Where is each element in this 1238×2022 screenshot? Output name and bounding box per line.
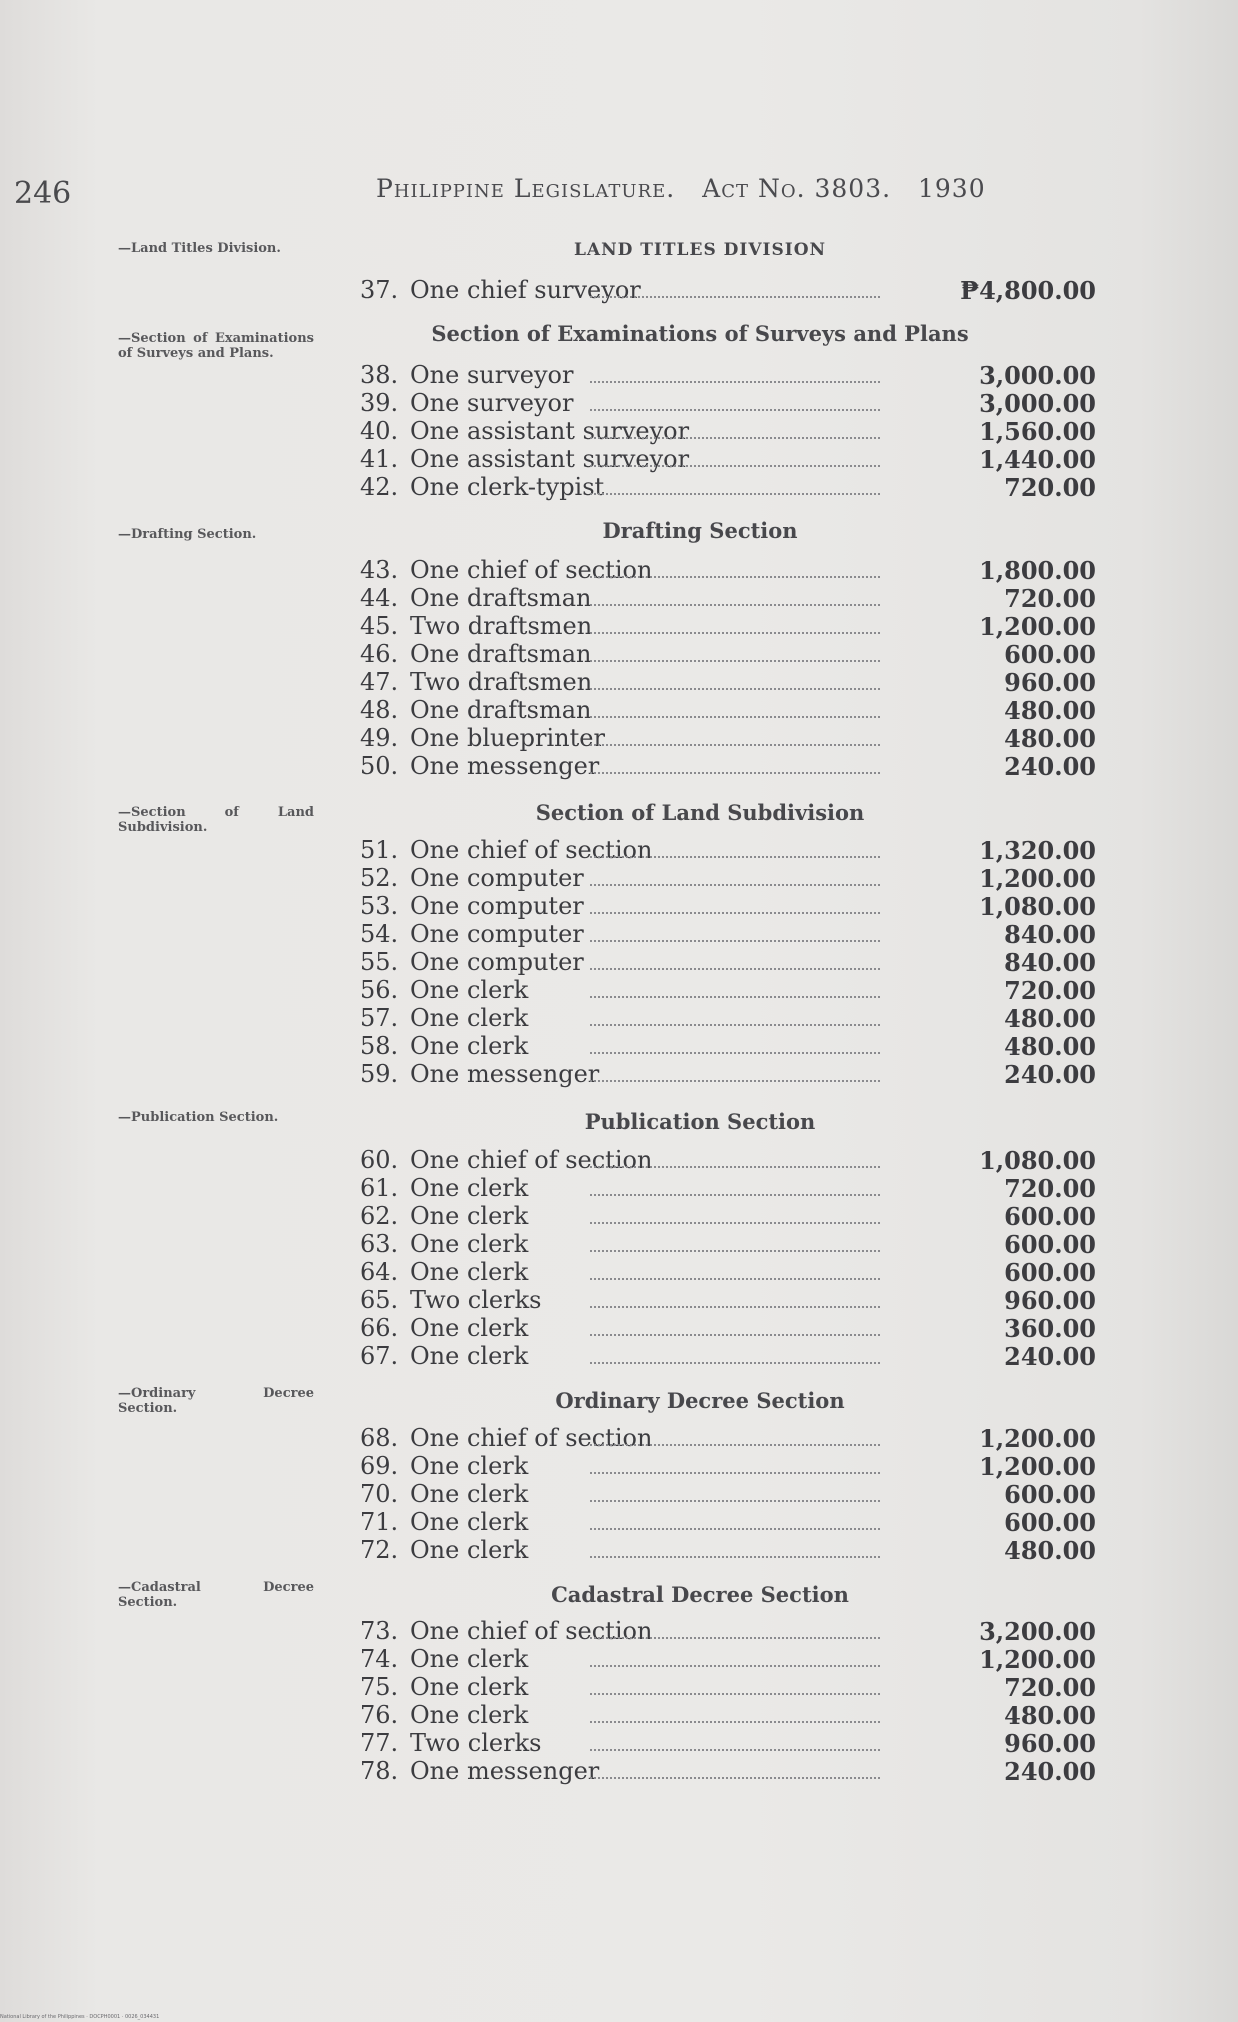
item-description: Two clerks <box>410 1729 542 1757</box>
item-number: 69. <box>360 1452 399 1480</box>
item-amount: 240.00 <box>1004 752 1096 781</box>
dot-leader <box>590 1334 880 1336</box>
item-description: One clerk <box>410 1508 529 1536</box>
item-description: One draftsman <box>410 584 592 612</box>
dot-leader <box>590 1278 880 1280</box>
item-number: 60. <box>360 1146 399 1174</box>
item-description: One chief of section <box>410 836 653 864</box>
item-amount: 1,200.00 <box>979 1645 1096 1674</box>
item-amount: ₱4,800.00 <box>960 276 1096 305</box>
item-description: One chief of section <box>410 1146 653 1174</box>
sidenote-land-subdivision-section: —Section of Land Subdivision. <box>118 805 314 835</box>
item-number: 74. <box>360 1645 399 1673</box>
item-description: Two draftsmen <box>410 668 593 696</box>
item-description: One clerk <box>410 976 529 1004</box>
item-number: 55. <box>360 948 399 976</box>
item-number: 71. <box>360 1508 399 1536</box>
item-description: One clerk-typist <box>410 473 605 501</box>
item-amount: 960.00 <box>1004 668 1096 697</box>
item-number: 51. <box>360 836 399 864</box>
list-item <box>360 836 1096 864</box>
list-item <box>360 1424 1096 1452</box>
item-number: 62. <box>360 1202 399 1230</box>
heading-publication-section: Publication Section <box>584 1109 816 1134</box>
page-number: 246 <box>14 176 72 211</box>
heading-drafting-section: Drafting Section <box>602 518 798 543</box>
item-description: One chief of section <box>410 1617 653 1645</box>
dot-leader <box>590 409 880 411</box>
sidenote-land-titles-division: —Land Titles Division. <box>118 241 281 256</box>
list-item <box>360 612 1096 640</box>
item-number: 64. <box>360 1258 399 1286</box>
dot-leader <box>590 1665 880 1667</box>
item-number: 75. <box>360 1673 399 1701</box>
item-description: One computer <box>410 892 584 920</box>
dot-leader <box>590 940 880 942</box>
dot-leader <box>590 884 880 886</box>
dot-leader <box>590 996 880 998</box>
list-item <box>360 696 1096 724</box>
item-amount: 600.00 <box>1004 1230 1096 1259</box>
dot-leader <box>590 1721 880 1723</box>
item-amount: 720.00 <box>1004 473 1096 502</box>
item-description: One computer <box>410 864 584 892</box>
item-amount: 960.00 <box>1004 1729 1096 1758</box>
heading-land-titles-division: LAND TITLES DIVISION <box>573 240 827 260</box>
item-number: 42. <box>360 473 399 501</box>
item-number: 70. <box>360 1480 399 1508</box>
dot-leader <box>590 1222 880 1224</box>
dot-leader <box>590 1052 880 1054</box>
item-number: 41. <box>360 445 399 473</box>
list-item <box>360 1258 1096 1286</box>
item-number: 48. <box>360 696 399 724</box>
dot-leader <box>590 772 880 774</box>
item-description: One clerk <box>410 1258 529 1286</box>
item-number: 66. <box>360 1314 399 1342</box>
dot-leader <box>590 1080 880 1082</box>
item-amount: 240.00 <box>1004 1757 1096 1786</box>
item-amount: 480.00 <box>1004 1536 1096 1565</box>
list-item <box>360 948 1096 976</box>
sidenote-publication-section: —Publication Section. <box>118 1110 279 1125</box>
item-amount: 1,440.00 <box>979 445 1096 474</box>
item-description: One clerk <box>410 1452 529 1480</box>
dot-leader <box>590 576 880 578</box>
list-item <box>360 1174 1096 1202</box>
item-number: 65. <box>360 1286 399 1314</box>
item-number: 38. <box>360 361 399 389</box>
list-item <box>360 1230 1096 1258</box>
list-item <box>360 1480 1096 1508</box>
list-item <box>360 1452 1096 1480</box>
item-number: 56. <box>360 976 399 1004</box>
list-item <box>360 445 1096 473</box>
item-number: 78. <box>360 1757 399 1785</box>
list-item <box>360 584 1096 612</box>
item-description: One clerk <box>410 1480 529 1508</box>
list-item <box>360 752 1096 780</box>
item-description: One clerk <box>410 1004 529 1032</box>
item-description: One assistant surveyor <box>410 445 690 473</box>
dot-leader <box>590 604 880 606</box>
list-item <box>360 892 1096 920</box>
list-item <box>360 389 1096 417</box>
item-description: Two clerks <box>410 1286 542 1314</box>
list-item <box>360 1060 1096 1088</box>
item-amount: 240.00 <box>1004 1342 1096 1371</box>
dot-leader <box>590 1693 880 1695</box>
running-head <box>376 174 1004 203</box>
item-description: One messenger <box>410 752 600 780</box>
list-item <box>360 417 1096 445</box>
item-description: One clerk <box>410 1701 529 1729</box>
item-description: One assistant surveyor <box>410 417 690 445</box>
item-amount: 600.00 <box>1004 1480 1096 1509</box>
item-number: 59. <box>360 1060 399 1088</box>
item-number: 45. <box>360 612 399 640</box>
item-number: 54. <box>360 920 399 948</box>
item-amount: 840.00 <box>1004 948 1096 977</box>
item-description: One clerk <box>410 1645 529 1673</box>
running-head-year: 1930 <box>918 174 986 203</box>
item-number: 47. <box>360 668 399 696</box>
dot-leader <box>590 716 880 718</box>
item-description: One messenger <box>410 1757 600 1785</box>
item-amount: 1,200.00 <box>979 1424 1096 1453</box>
item-number: 46. <box>360 640 399 668</box>
item-number: 37. <box>360 276 399 304</box>
item-number: 67. <box>360 1342 399 1370</box>
dot-leader <box>590 1194 880 1196</box>
item-amount: 360.00 <box>1004 1314 1096 1343</box>
dot-leader <box>590 1777 880 1779</box>
item-description: One clerk <box>410 1314 529 1342</box>
heading-ordinary-decree-section: Ordinary Decree Section <box>555 1388 845 1413</box>
list-item <box>360 724 1096 752</box>
item-description: One draftsman <box>410 696 592 724</box>
list-item <box>360 864 1096 892</box>
item-description: One draftsman <box>410 640 592 668</box>
item-description: One clerk <box>410 1230 529 1258</box>
list-item <box>360 1673 1096 1701</box>
item-amount: 3,200.00 <box>979 1617 1096 1646</box>
heading-land-subdivision-section: Section of Land Subdivision <box>535 800 865 825</box>
item-number: 57. <box>360 1004 399 1032</box>
item-description: One chief surveyor <box>410 276 641 304</box>
item-amount: 840.00 <box>1004 920 1096 949</box>
list-item <box>360 1645 1096 1673</box>
footer-credit: National Library of the Philippines · DOCPH0001 · 0026_034431 <box>0 2014 160 2020</box>
item-amount: 720.00 <box>1004 1673 1096 1702</box>
list-item <box>360 1701 1096 1729</box>
dot-leader <box>590 493 880 495</box>
item-description: One clerk <box>410 1673 529 1701</box>
dot-leader <box>590 856 880 858</box>
item-description: One computer <box>410 948 584 976</box>
item-number: 61. <box>360 1174 399 1202</box>
dot-leader <box>590 296 880 298</box>
item-number: 50. <box>360 752 399 780</box>
item-amount: 600.00 <box>1004 640 1096 669</box>
list-item <box>360 1314 1096 1342</box>
list-item <box>360 1286 1096 1314</box>
item-number: 77. <box>360 1729 399 1757</box>
item-number: 68. <box>360 1424 399 1452</box>
sidenote-examinations-section: —Section of Examinations of Surveys and Plans. <box>118 331 314 361</box>
running-head-title: Philippine Legislature. <box>376 174 676 203</box>
item-number: 58. <box>360 1032 399 1060</box>
list-item <box>360 1032 1096 1060</box>
item-amount: 720.00 <box>1004 1174 1096 1203</box>
dot-leader <box>590 1362 880 1364</box>
sidenote-ordinary-decree-section: —Ordinary Decree Section. <box>118 1386 314 1416</box>
item-number: 44. <box>360 584 399 612</box>
item-description: One clerk <box>410 1202 529 1230</box>
dot-leader <box>590 1444 880 1446</box>
item-number: 43. <box>360 556 399 584</box>
item-number: 73. <box>360 1617 399 1645</box>
list-item <box>360 276 1096 304</box>
item-amount: 480.00 <box>1004 1032 1096 1061</box>
item-description: One blueprinter <box>410 724 605 752</box>
item-amount: 960.00 <box>1004 1286 1096 1315</box>
item-amount: 600.00 <box>1004 1508 1096 1537</box>
item-amount: 600.00 <box>1004 1258 1096 1287</box>
item-number: 52. <box>360 864 399 892</box>
item-number: 40. <box>360 417 399 445</box>
item-description: One chief of section <box>410 1424 653 1452</box>
item-number: 49. <box>360 724 399 752</box>
item-amount: 720.00 <box>1004 976 1096 1005</box>
item-amount: 480.00 <box>1004 696 1096 725</box>
list-item <box>360 1536 1096 1564</box>
item-description: One chief of section <box>410 556 653 584</box>
item-description: One computer <box>410 920 584 948</box>
item-description: One clerk <box>410 1032 529 1060</box>
list-item <box>360 920 1096 948</box>
dot-leader <box>590 744 880 746</box>
heading-examinations-section: Section of Examinations of Surveys and Plans <box>431 321 969 346</box>
list-item <box>360 668 1096 696</box>
running-head-act: Act No. 3803. <box>702 174 892 203</box>
heading-cadastral-decree-section: Cadastral Decree Section <box>551 1582 849 1607</box>
dot-leader <box>590 1024 880 1026</box>
dot-leader <box>590 968 880 970</box>
list-item <box>360 1617 1096 1645</box>
item-amount: 3,000.00 <box>979 389 1096 418</box>
item-amount: 3,000.00 <box>979 361 1096 390</box>
list-item <box>360 556 1096 584</box>
list-item <box>360 361 1096 389</box>
dot-leader <box>590 1556 880 1558</box>
item-description: One clerk <box>410 1174 529 1202</box>
dot-leader <box>590 1166 880 1168</box>
dot-leader <box>590 1306 880 1308</box>
item-amount: 1,560.00 <box>979 417 1096 446</box>
dot-leader <box>590 1500 880 1502</box>
item-amount: 1,800.00 <box>979 556 1096 585</box>
list-item <box>360 976 1096 1004</box>
list-item <box>360 1757 1096 1785</box>
sidenote-drafting-section: —Drafting Section. <box>118 527 257 542</box>
dot-leader <box>590 1250 880 1252</box>
item-description: One clerk <box>410 1536 529 1564</box>
item-amount: 600.00 <box>1004 1202 1096 1231</box>
item-number: 76. <box>360 1701 399 1729</box>
dot-leader <box>590 1637 880 1639</box>
item-amount: 1,200.00 <box>979 612 1096 641</box>
item-number: 63. <box>360 1230 399 1258</box>
item-amount: 480.00 <box>1004 1004 1096 1033</box>
dot-leader <box>590 437 880 439</box>
item-amount: 1,080.00 <box>979 1146 1096 1175</box>
dot-leader <box>590 912 880 914</box>
dot-leader <box>590 1749 880 1751</box>
list-item <box>360 1508 1096 1536</box>
sidenote-cadastral-decree-section: —Cadastral Decree Section. <box>118 1580 314 1610</box>
dot-leader <box>590 688 880 690</box>
list-item <box>360 1146 1096 1174</box>
item-amount: 480.00 <box>1004 724 1096 753</box>
item-amount: 1,320.00 <box>979 836 1096 865</box>
list-item <box>360 1004 1096 1032</box>
item-amount: 1,200.00 <box>979 1452 1096 1481</box>
item-amount: 480.00 <box>1004 1701 1096 1730</box>
item-number: 39. <box>360 389 399 417</box>
list-item <box>360 473 1096 501</box>
dot-leader <box>590 465 880 467</box>
dot-leader <box>590 660 880 662</box>
item-number: 72. <box>360 1536 399 1564</box>
dot-leader <box>590 1472 880 1474</box>
dot-leader <box>590 1528 880 1530</box>
list-item <box>360 640 1096 668</box>
item-description: One clerk <box>410 1342 529 1370</box>
item-description: One messenger <box>410 1060 600 1088</box>
list-item <box>360 1342 1096 1370</box>
item-description: Two draftsmen <box>410 612 593 640</box>
item-description: One surveyor <box>410 389 574 417</box>
dot-leader <box>590 632 880 634</box>
list-item <box>360 1202 1096 1230</box>
item-number: 53. <box>360 892 399 920</box>
list-item <box>360 1729 1096 1757</box>
dot-leader <box>590 381 880 383</box>
item-amount: 1,080.00 <box>979 892 1096 921</box>
item-amount: 1,200.00 <box>979 864 1096 893</box>
item-description: One surveyor <box>410 361 574 389</box>
item-amount: 240.00 <box>1004 1060 1096 1089</box>
item-amount: 720.00 <box>1004 584 1096 613</box>
